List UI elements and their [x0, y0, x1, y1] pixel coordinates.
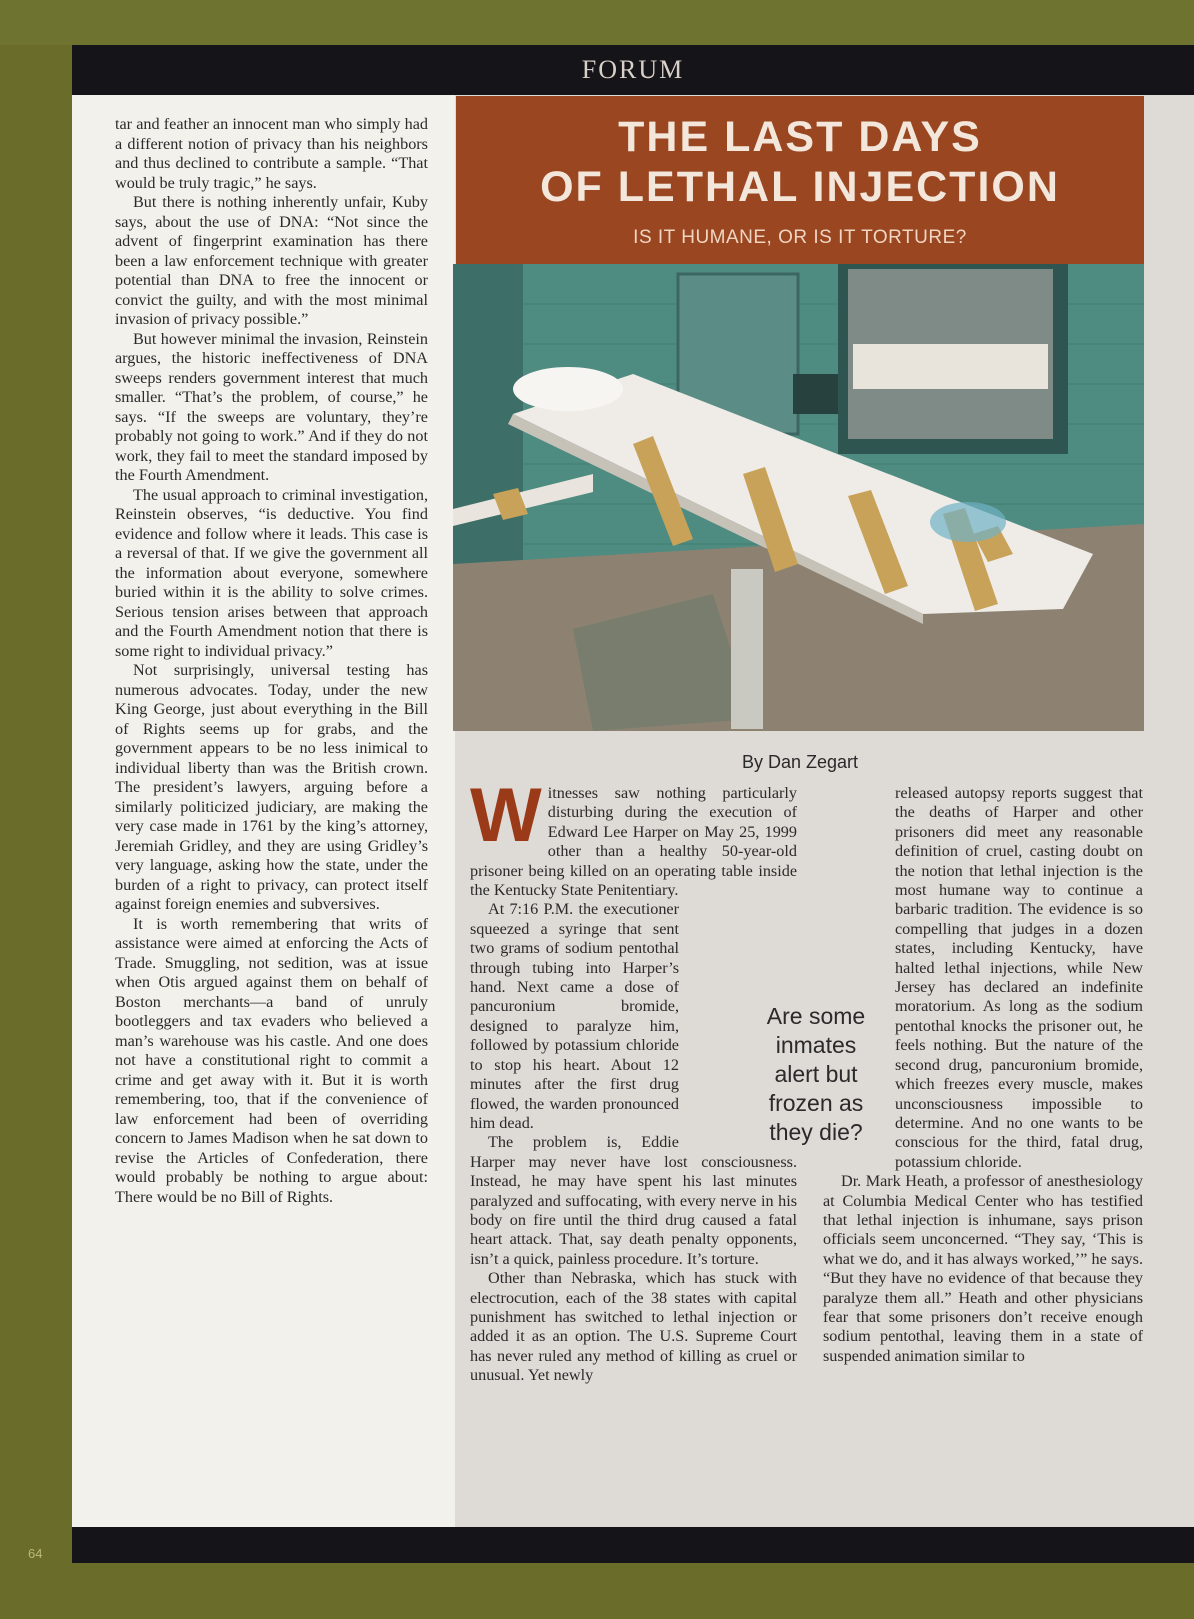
footer-bar: [72, 1527, 1194, 1563]
paragraph: It is worth remembering that writs of assistance were aimed at enforcing the Acts of Trade. Smuggling, not sedition, was at issue when Otis argued against them on behalf of Boston merchants—a band of unruly bootleggers and tax evaders who believed a man’s warehouse was his castle. And one does not have a constitutional right to commit a crime and get away with it. But it is worth remembering, too, that if the convenience of law enforcement had been of overriding concern to James Madison when he sat down to revise the Articles of Confederation, there would probably be nothing to argue about: There would be no Bill of Rights.: [115, 914, 428, 1206]
paragraph: itnesses saw nothing particularly disturbing during the execution of Edward Lee Harper on May 25, 1999 other than a healthy 50-year-old prisoner being killed on an operating table inside the Kentucky State Penitentiary.: [470, 784, 797, 900]
headline-line: OF LETHAL INJECTION: [540, 163, 1060, 211]
byline: By Dan Zegart: [741, 752, 859, 772]
headline-line: THE LAST DAYS: [618, 113, 982, 161]
paragraph: But however minimal the invasion, Reinstein argues, the historic ineffectiveness of DNA sweeps renders government interest that much smaller. “That’s the problem, of course,” he says. “If the sweeps are voluntary, they’re probably not going to work.” And if they do not work, they fail to meet the standard imposed by the Fourth Amendment.: [115, 329, 428, 484]
pull-quote: Are some inmates alert but frozen as they die?: [766, 1003, 866, 1145]
subheadline: IS IT HUMANE, OR IS IT TORTURE?: [633, 227, 967, 248]
page-number: 64: [28, 1546, 43, 1561]
paragraph: Other than Nebraska, which has stuck with electrocution, each of the 38 states with capital punishment has switched to lethal injection or added it as an option. The U.S. Supreme Court has never ruled any method of killing as cruel or unusual. Yet newly: [470, 1269, 797, 1385]
paragraph: released autopsy reports suggest that the deaths of Harper and other prisoners did meet any reasonable definition of cruel, casting doubt on the notion that lethal injection is the most humane way to continue a barbaric tradition. The evidence is so compelling that judges in a dozen states, including Kentucky, have halted lethal injections, while New Jersey has declared an indefinite moratorium. As long as the sodium pentothal knocks the prisoner out, he feels nothing. But the nature of the second drug, pancuronium bromide, which freezes every muscle, makes unconsciousness impossible to determine. And no one wants to be conscious for the third, fatal drug, potassium chloride.: [895, 784, 1143, 1171]
paragraph: The problem is, Eddie Harper may never have lost consciousness. Instead, he may have spent his last minutes paralyzed and suffocating, with every nerve in his body on fire until the third drug caused a fatal heart attack. That, say death penalty opponents, isn’t a quick, painless procedure. It’s torture.: [470, 1133, 797, 1268]
paragraph: The usual approach to criminal investigation, Reinstein observes, “is deductive. You find evidence and follow where it leads. This case is a reversal of that. If we give the government all the information about everyone, somewhere buried within it is the ability to solve crimes. Serious tension arises between that approach and the Fourth Amendment notion that there is some right to individual privacy.”: [115, 485, 428, 660]
drop-cap: W: [470, 773, 542, 858]
execution-chamber-photo: [453, 264, 1144, 731]
paragraph: Not surprisingly, universal testing has numerous advocates. Today, under the new King George, just about everything in the Bill of Rights seems up for grabs, and the government appears to be no less inimical to individual liberty than was the British crown. The president’s lawyers, arguing before a similarly politicized judiciary, are making the very case made in 1761 by the king’s attorney, Jeremiah Gridley, and they are using Gridley’s very language, asking how the state, under the burden of a right to privacy, can protect itself against foreign enemies and subversives.: [115, 661, 428, 913]
paragraph: But there is nothing inherently unfair, Kuby says, about the use of DNA: “Not since the advent of fingerprint examination has there been a law enforcement technique with greater potential than DNA to free the innocent or convict the guilty, and with the most minimal invasion of privacy possible.”: [115, 193, 428, 328]
middle-column: [470, 773, 797, 1386]
left-column: [115, 115, 428, 1207]
paragraph: At 7:16 P.M. the executioner squeezed a syringe that sent two grams of sodium pentothal through tubing into Harper’s hand. Next came a dose of pancuronium bromide, designed to paralyze him, followed by potassium chloride to stop his heart. About 12 minutes after the first drug flowed, the warden pronounced him dead.: [470, 900, 679, 1132]
page-background-top: [0, 0, 1194, 45]
paragraph: Dr. Mark Heath, a professor of anesthesiology at Columbia Medical Center who has testified that lethal injection is inhumane, says prison officials seem unconcerned. “They say, ‘This is what we do, and it has always worked,’” he says. “But they have no evidence of that because they paralyze them all.” Heath and other physicians fear that some prisoners don’t receive enough sodium pentothal, leaving them in a state of suspended animation similar to: [823, 1172, 1143, 1365]
paragraph: tar and feather an innocent man who simply had a different notion of privacy than his neighbors and thus declined to contribute a sample. “That would be truly tragic,” he says.: [115, 115, 428, 192]
section-title: FORUM: [581, 55, 685, 84]
headline: [456, 112, 1144, 212]
